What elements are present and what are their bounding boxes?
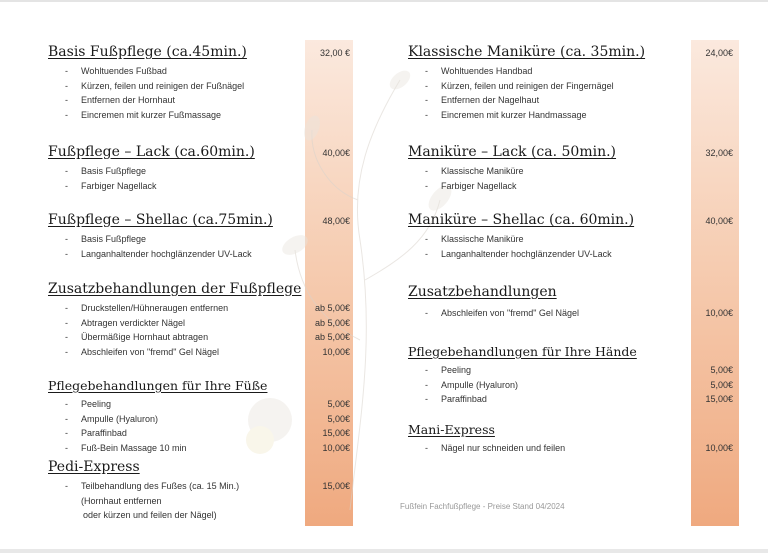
section-price: 32,00 €	[319, 48, 350, 58]
list-item	[48, 247, 353, 262]
list-item	[48, 179, 353, 194]
list-item	[48, 64, 353, 79]
list-item	[408, 79, 738, 94]
item-price: 5,00€	[327, 413, 350, 424]
section-title: Pflegebehandlungen für Ihre Hände	[408, 344, 637, 359]
item-price: 15,00€	[705, 394, 733, 405]
item-text: Langanhaltender hochglänzender UV-Lack	[441, 248, 612, 259]
section-title: Pflegebehandlungen für Ihre Füße	[48, 378, 268, 393]
list-item	[408, 164, 738, 179]
item-price: ab 5,00€	[314, 317, 350, 328]
item-text: Ampulle (Hyaluron)	[441, 379, 519, 390]
section-manikuere-lack	[408, 144, 738, 193]
section-mani-express	[408, 422, 738, 456]
list-item	[48, 316, 353, 331]
list-item	[48, 108, 353, 123]
section-title: Fußpflege – Lack (ca.60min.)	[48, 144, 255, 160]
section-title: Klassische Maniküre (ca. 35min.)	[408, 44, 646, 60]
bottom-border	[0, 549, 768, 553]
section-klassische-manikuere	[408, 44, 738, 122]
list-item	[48, 301, 353, 316]
list-item	[408, 232, 738, 247]
list-item	[48, 232, 353, 247]
section-title: Maniküre – Shellac (ca. 60min.)	[408, 212, 635, 228]
item-text: Paraffinbad	[81, 428, 127, 439]
item-text: Entfernen der Nagelhaut	[441, 95, 540, 106]
section-title: Fußpflege – Shellac (ca.75min.)	[48, 212, 273, 228]
item-text: Ampulle (Hyaluron)	[81, 413, 159, 424]
item-price: 10,00€	[322, 346, 350, 357]
section-price: 32,00€	[705, 148, 733, 158]
section-title: Zusatzbehandlungen der Fußpflege	[48, 281, 302, 297]
item-text: Eincremen mit kurzer Fußmassage	[81, 109, 222, 120]
section-title: Basis Fußpflege (ca.45min.)	[48, 44, 247, 60]
item-price: 5,00€	[710, 365, 733, 375]
item-price: 10,00€	[705, 308, 733, 318]
section-title: Maniküre – Lack (ca. 50min.)	[408, 144, 617, 160]
list-item	[408, 441, 738, 456]
item-text: Peeling	[81, 399, 112, 409]
section-price: 48,00€	[322, 216, 350, 226]
item-text: Klassische Maniküre	[441, 166, 524, 176]
item-price: ab 5,00€	[314, 303, 350, 313]
item-price: 15,00€	[322, 481, 350, 491]
item-text: Nägel nur schneiden und feilen	[441, 443, 566, 453]
section-fusspflege-shellac	[48, 212, 353, 261]
item-text: Teilbehandlung des Fußes (ca. 15 Min.)	[81, 481, 240, 491]
footer-note: Fußfein Fachfußpflege - Preise Stand 04/2024	[400, 502, 565, 511]
item-text: Abschleifen von "fremd" Gel Nägel	[81, 346, 219, 357]
top-border	[0, 0, 768, 2]
item-detail: (Hornhaut entfernen	[81, 495, 162, 506]
item-text: Entfernen der Hornhaut	[81, 95, 176, 106]
section-zusatzbehandlungen	[408, 284, 738, 321]
section-pedi-express	[48, 459, 353, 523]
list-item	[48, 93, 353, 108]
item-text: Farbiger Nagellack	[441, 180, 517, 191]
item-text: Basis Fußpflege	[81, 166, 147, 176]
list-item	[48, 479, 353, 494]
item-text: Fuß-Bein Massage 10 min	[81, 442, 187, 453]
list-item	[408, 179, 738, 194]
list-item	[48, 441, 353, 456]
item-text: Klassische Maniküre	[441, 234, 524, 244]
item-text: Wohltuendes Handbad	[441, 66, 533, 76]
section-zusatz-fuss	[48, 281, 353, 359]
list-item	[408, 306, 738, 321]
section-pflege-fuesse	[48, 378, 353, 455]
section-price: 40,00€	[705, 216, 733, 226]
list-item	[408, 64, 738, 79]
list-item	[48, 345, 353, 360]
list-item	[48, 426, 353, 441]
list-item	[408, 392, 738, 407]
item-price: 5,00€	[327, 399, 350, 409]
section-price: 40,00€	[322, 148, 350, 158]
item-price: ab 5,00€	[314, 332, 350, 343]
section-manikuere-shellac	[408, 212, 738, 261]
list-item	[48, 79, 353, 94]
item-price: 15,00€	[322, 428, 350, 439]
section-fusspflege-lack	[48, 144, 353, 193]
section-title: Pedi-Express	[48, 459, 140, 475]
item-text: Kürzen, feilen und reinigen der Fußnägel	[81, 80, 245, 91]
item-detail: oder kürzen und feilen der Nägel)	[83, 510, 217, 521]
item-text: Basis Fußpflege	[81, 234, 147, 244]
item-text: Kürzen, feilen und reinigen der Fingernägel	[441, 80, 614, 91]
item-text: Eincremen mit kurzer Handmassage	[441, 109, 587, 120]
section-price: 24,00€	[705, 48, 733, 58]
item-text: Wohltuendes Fußbad	[81, 66, 167, 76]
list-item	[408, 108, 738, 123]
list-item	[408, 93, 738, 108]
section-basis-fusspflege	[48, 44, 353, 122]
list-item	[408, 247, 738, 262]
item-price: 10,00€	[322, 442, 350, 453]
list-item	[48, 412, 353, 427]
item-text: Übermäßige Hornhaut abtragen	[81, 332, 209, 343]
item-text: Abschleifen von "fremd" Gel Nägel	[441, 308, 579, 318]
item-price: 10,00€	[705, 443, 733, 453]
item-text: Paraffinbad	[441, 394, 487, 405]
item-text: Peeling	[441, 365, 472, 375]
list-item	[408, 363, 738, 378]
item-text: Langanhaltender hochglänzender UV-Lack	[81, 248, 252, 259]
list-item	[48, 330, 353, 345]
section-title: Mani-Express	[408, 422, 495, 437]
item-text: Farbiger Nagellack	[81, 180, 157, 191]
item-text: Druckstellen/Hühneraugen entfernen	[81, 303, 229, 313]
list-item	[48, 397, 353, 412]
item-text: Abtragen verdickter Nägel	[81, 317, 186, 328]
item-price: 5,00€	[710, 379, 733, 390]
list-item	[408, 378, 738, 393]
section-pflege-haende	[408, 344, 738, 407]
list-item	[48, 164, 353, 179]
section-title: Zusatzbehandlungen	[408, 284, 557, 300]
